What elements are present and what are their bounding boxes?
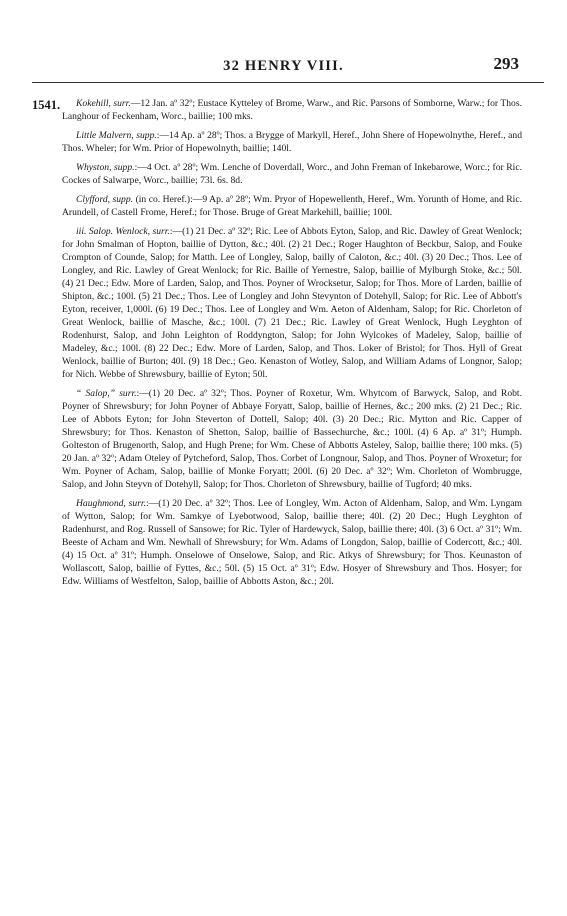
- entry-heading: Clyfford, supp.: [76, 194, 134, 205]
- entry-kokehill: [62, 97, 522, 123]
- entry-text: :—14 Ap. aº 28º; Thos. a Brygge of Markyll, Heref., John Shere of Hopewolnythe, Heref., and Thos. Wheler; for Wm. Prior of Hopewolnyth, baillie; 140l.: [62, 130, 522, 154]
- page-header: [0, 54, 567, 80]
- entry-heading: Haughmond, surr.: [76, 498, 146, 509]
- entry-heading: iii. Salop. Wenlock, surr.: [76, 226, 170, 237]
- entry-haughmond: [62, 497, 522, 588]
- entry-text: :—4 Oct. aº 28º; Wm. Lenche of Doverdall, Worc., and John Freman of Inkebarowe, Worc.; for Ric. Cockes of Salwarpe, Worc., baillie; 73l. 6s. 8d.: [62, 162, 522, 186]
- margin-year: 1541.: [32, 98, 61, 112]
- entry-text: :—(1) 21 Dec. aº 32º; Ric. Lee of Abbots Eyton, Salop, and Ric. Dawley of Great Wenlock; for John Smalman of Hopton, baillie of Dytton, &c.; 40l. (2) 21 Dec.; Roger Haughton of Beckbur, Salop, and Fouke Crompton of Counde, Salop; for Matth. Lee of Longley, Salop, bailly of Caloton, &c.; 40l. (3) 20 Dec.; Thos. Lee of Longley, and Ric. Lawley of Great Wenlock; for Ric. Baille of Yernestre, Salop, baillie of Mylburgh Stoke, &c.; 50l. (4) 21 Dec.; Edw. More of Larden, Salop, and Thos. Poyner of Wrocksetur, Salop; for Thos. More of Larden, baillie of Shipton, &c.; 100l. (5) 21 Dec.; Thos. Lee of Longley and John Stevynton of Dotehyll, Salop; for Ric. Lee of Abbott's Eyton, receiver, 1,000l. (6) 19 Dec.; Thos. Lee of Longley and Wm. Aeton of Aldenham, Salop; for Ric. Chorleton of Great Wenlock, baillie of Masche, &c.; 100l. (7) 21 Dec.; Ric. Lawley of Great Wenlock, Hugh Leyghton of Rodenhurst, Salop, and John Leighton of Roddyngton, Salop; for John Wylcokes of Madeley, Salop, baillie of Madeley, &c.; 100l. (8) 22 Dec.; Edw. More of Larden, Salop, and Thos. Loker of Bristol; for Thos. Hyll of Great Wenlock, baillie of Burton; 40l. (9) 18 Dec.; Geo. Kenaston of Wotley, Salop, and William Adams of Longnor, Salop; for Nich. Webbe of Shrewsbury, baillie of Eyton; 50l.: [62, 226, 523, 380]
- header-rule: [32, 82, 544, 83]
- entry-text: (in co. Heref.):—9 Ap. aº 28º; Wm. Pryor of Hopewellenth, Heref., Wm. Yorunth of Home, and Ric. Arundell, of Castell Frome, Heref.; for Those. Bruge of Great Markehill, baillie; 100l.: [62, 194, 522, 218]
- entry-text: :—(1) 20 Dec. aº 32º; Thos. Lee of Longley, Wm. Acton of Aldenham, Salop, and Wm. Lyngam of Wytton, Salop; for Wm. Samkye of Lyebotwood, Salop, baillie there; 40l. (2) 20 Dec.; Hugh Leyghton of Radenhurst, and Rog. Russell of Sansowe; for Ric. Tyler of Hardewyck, Salop, baillie there; 40l. (3) 6 Oct. aº 31º; Wm. Beeste of Acham and Wm. Newhall of Shrewsbury; for Wm. Adams of Longdon, Salop, baillie of Codercott, &c.; 40l. (4) 15 Oct. aº 31º; Humph. Onselowe of Onselowe, Salop, and Ric. Atkys of Shrewsbury; for Thos. Keunaston of Wollascott, Salop, baillie of Fyttes, &c.; 50l. (5) 15 Oct. aº 31º; Edw. Hosyer of Shrewsbury and Thos. Hosyer; for Edw. Williams of Westfelton, Salop, baillie of Abbotts Aston, &c.; 20l.: [62, 498, 522, 587]
- entry-text: :—(1) 20 Dec. aº 32º; Thos. Poyner of Roxetur, Wm. Whytcom of Barwyck, Salop, and Robt. Poyner of Shrewsbury; for John Poyner of Abbaye Foryatt, Salop, baillie of Hernes, &c.; 200 mks. (2) 21 Dec.; Ric. Lee of Abbots Eyton; for John Steverton of Dottell, Salop; 40l. (3) 20 Dec.; Ric. Mytton and Ric. Capper of Shrewsbury; for Thos. Kenaston of Shetton, Salop, baillie of Bassechurche, &c.; 100l. (4) 6 Ap. aº 31º; Humph. Golteston of Brugenorth, Salop, and Hugh Prene; for Wm. Chese of Abbotts Asteley, Salop, baillie there; 100 mks. (5) 20 Jan. aº 32º; Adam Oteley of Pytcheford, Salop, Thos. Corbet of Longnour, Salop, and Thos. Poyner of Wroxetur; for Wm. Poyner of Acham, Salop, baillie of Monke Foryatt; 200l. (6) 20 Dec. aº 32º; Wm. Chorleton of Wombrugge, Salop, and John Steyvn of Dotehyll, Salop; for Thos. Chorleton of Shrewsbury, baillie of Tugford; 40 mks.: [62, 388, 522, 490]
- running-title: 32 HENRY VIII.: [223, 58, 344, 74]
- entry-whyston: [62, 161, 522, 187]
- entry-heading: Kokehill, surr.: [76, 98, 131, 109]
- entry-wenlock: [62, 225, 522, 381]
- entry-heading: Whyston, supp.: [76, 162, 135, 173]
- entry-clyfford: [62, 193, 522, 219]
- entry-text: —12 Jan. aº 32º; Eustace Kytteley of Brome, Warw., and Ric. Parsons of Somborne, Warw.; for Thos. Langhour of Feckenham, Worc., baillie; 100 mks.: [62, 98, 522, 122]
- page-number: 293: [493, 54, 519, 73]
- entry-salop: [62, 387, 522, 491]
- document-body: [62, 97, 522, 594]
- entry-heading: “ Salop,” surr.: [76, 388, 137, 399]
- entry-heading: Little Malvern, supp.: [76, 130, 157, 141]
- entry-little-malvern: [62, 129, 522, 155]
